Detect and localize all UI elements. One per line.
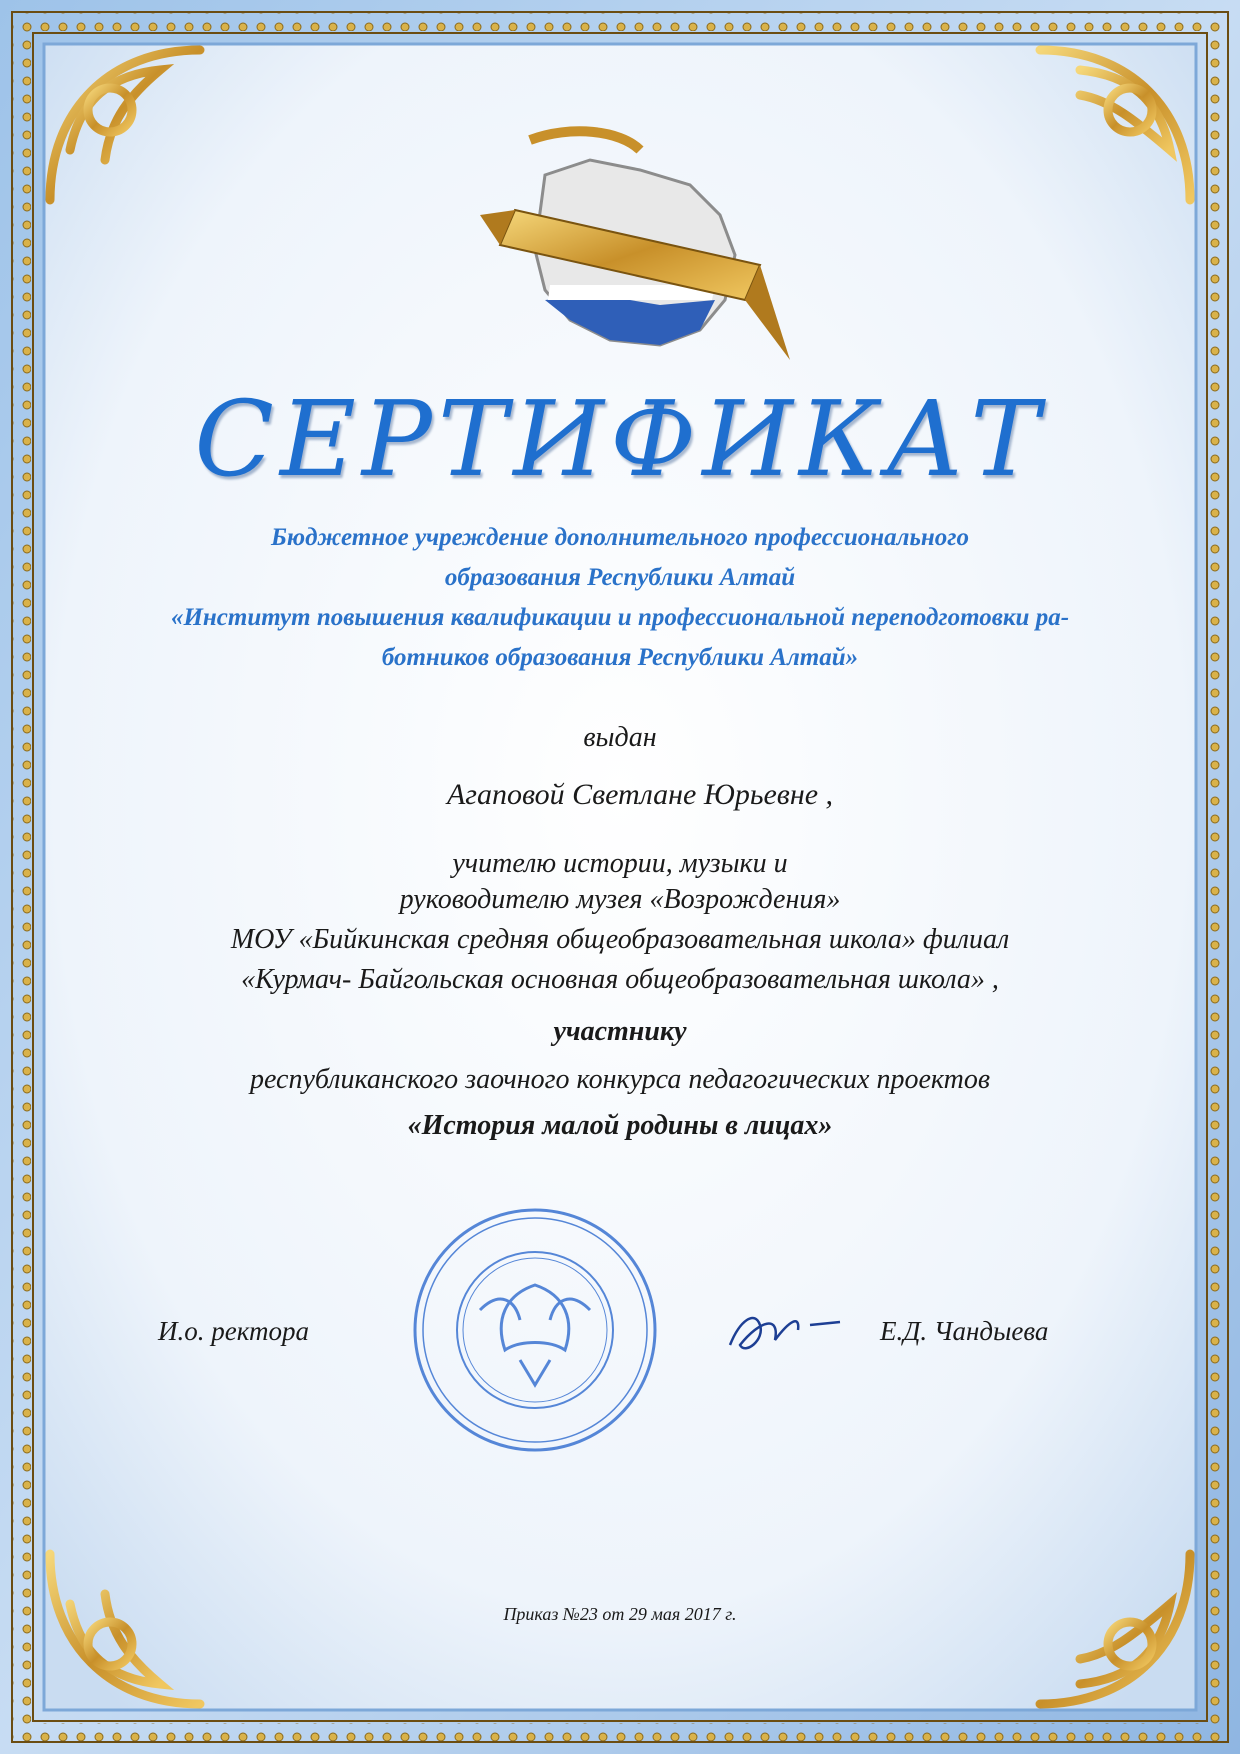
- position-line-2: руководителю музея «Возрождения»: [399, 884, 841, 915]
- signatory-name: Е.Д. Чандыева: [880, 1316, 1049, 1346]
- contest-title: «История малой родины в лицах»: [407, 1110, 833, 1141]
- certificate-title: СЕРТИФИКАТ: [194, 378, 1046, 500]
- issued-label: выдан: [583, 722, 657, 753]
- position-line-1: учителю истории, музыки и: [452, 848, 788, 879]
- signatory-role: И.о. ректора: [158, 1316, 310, 1346]
- recipient-name: Агаповой Светлане Юрьевне ,: [446, 778, 834, 811]
- position-line-3: МОУ «Бийкинская средняя общеобразовательная школа» филиал: [230, 924, 1010, 955]
- contest-line-1: республиканского заочного конкурса педагогических проектов: [250, 1064, 990, 1095]
- institution-line-4: ботников образования Республики Алтай»: [381, 644, 859, 671]
- institution-line-3: «Институт повышения квалификации и профессиональной переподготовки ра-: [170, 604, 1070, 631]
- order-reference: Приказ №23 от 29 мая 2017 г.: [503, 1604, 737, 1624]
- institution-line-1: Бюджетное учреждение дополнительного профессионального: [271, 524, 969, 551]
- participant-status: участнику: [553, 1016, 687, 1047]
- position-line-4: «Курмач- Байгольская основная общеобразовательная школа» ,: [241, 964, 999, 995]
- institution-line-2: образования Республики Алтай: [444, 564, 796, 591]
